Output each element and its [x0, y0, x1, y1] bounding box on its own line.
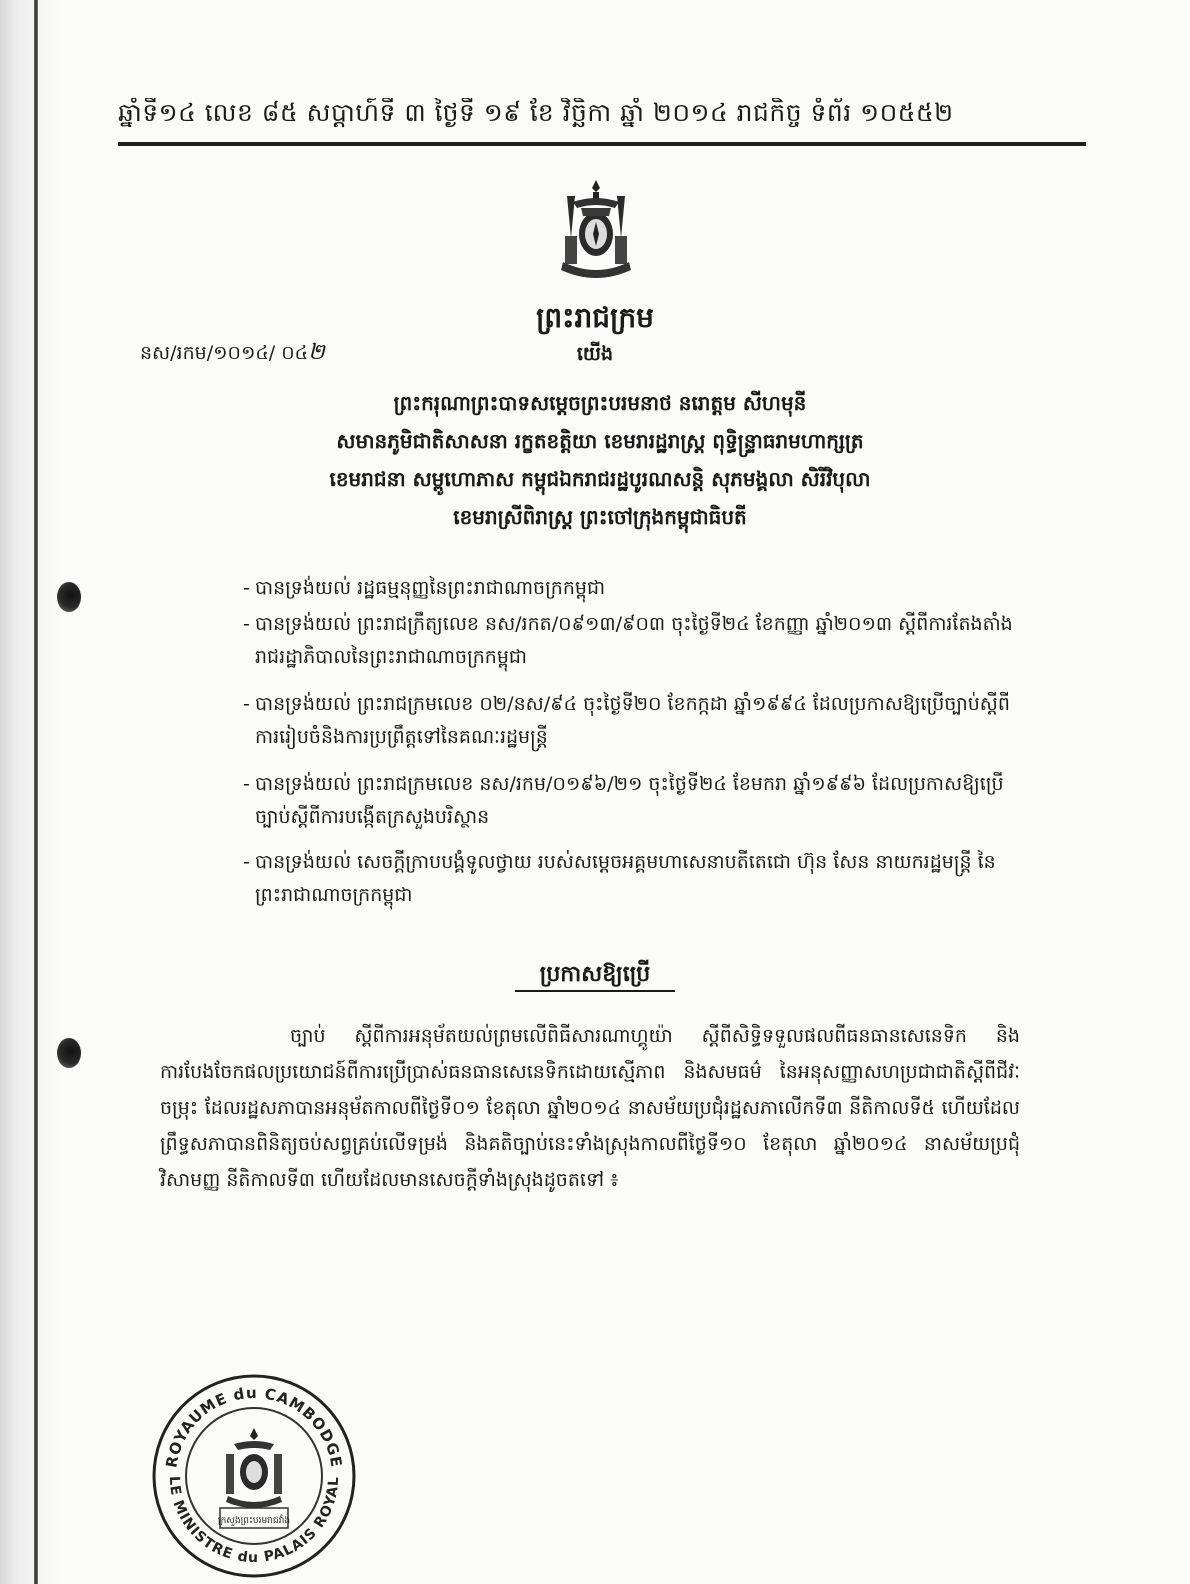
- binder-edge: [34, 0, 38, 1584]
- preamble-line: ខេមរាជនា សម្ពូហោភាស កម្ពុជឯករាជរដ្ឋបូរណសន្តិ សុភមង្គលា សិរីវិបុលា: [329, 467, 871, 491]
- visa-text: បានទ្រង់យល់ ព្រះរាជក្រមលេខ ០២/នស/៩៤ ចុះថ្ងៃទី២០ ខែកក្កដា ឆ្នាំ១៩៩៤ ដែលប្រកាសឱ្យប្រើច្បាប់ស្តីពីការរៀបចំនិងការប្រព្រឹត្តទៅនៃគណៈរដ្ឋមន្ត្រី: [255, 693, 1010, 748]
- preamble-line: ព្រះករុណាព្រះបាទសម្តេចព្រះបរមនាថ នរោត្តម សីហមុនី: [393, 391, 807, 415]
- seal-bottom-text: LE MINISTRE du PALAIS ROYAL: [165, 1475, 343, 1567]
- promulgation-body: ច្បាប់ ស្តីពីការអនុម័តយល់ព្រមលើពិធីសារណាហ្គូយ៉ា ស្តីពីសិទ្ធិទទួលផលពីធនធានសេនេទិក និងការបែងចែកផលប្រយោជន៍ពីការប្រើប្រាស់ធនធានសេនេទិកដោយស្មើភាព និងសមធម៌ នៃអនុសញ្ញាសហប្រជាជាតិស្តីពីជីវៈចម្រុះ ដែលរដ្ឋសភាបានអនុម័តកាលពីថ្ងៃទី០១ ខែតុលា ឆ្នាំ២០១៤ នាសម័យប្រជុំរដ្ឋសភាលើកទី៣ នីតិកាលទី៥ ហើយដែលព្រឹទ្ធសភាបានពិនិត្យចប់សព្វគ្រប់លើទម្រង់ និងគតិច្បាប់នេះទាំងស្រុងកាលពីថ្ងៃទី១០ ខែតុលា ឆ្នាំ២០១៤ នាសម័យប្រជុំវិសាមញ្ញ នីតិកាលទី៣ ហើយដែលមានសេចក្តីទាំងស្រុងដូចតទៅ ៖: [160, 1025, 1020, 1191]
- visa-item: - បានទ្រង់យល់ ព្រះរាជក្រឹត្យលេខ នស/រកត/០៩១៣/៩០៣ ចុះថ្ងៃទី២៤ ខែកញ្ញា ឆ្នាំ២០១៣ ស្តីពីការតែងតាំងរាជរដ្ឋាភិបាលនៃព្រះរាជាណាចក្រកម្ពុជា: [243, 613, 1013, 668]
- promulgation-title: ប្រកាសឱ្យប្រើ: [539, 962, 651, 987]
- seal-emblem: [226, 1428, 282, 1508]
- preamble-line: សមានភូមិជាតិសាសនា រក្ខតខត្តិយា ខេមរារដ្ឋរាស្ត្រ ពុទ្ធិន្ទ្រាធរាមហាក្សត្រ: [336, 429, 864, 453]
- seal-top-text: ROYAUME du CAMBODGE: [162, 1383, 346, 1470]
- visa-item: - បានទ្រង់យល់ សេចក្តីក្រាបបង្គំទូលថ្វាយ របស់សម្តេចអគ្គមហាសេនាបតីតេជោ ហ៊ុន សែន នាយករដ្ឋមន្ត្រី នៃព្រះរាជាណាចក្រកម្ពុជា: [243, 851, 996, 906]
- visa-text: បានទ្រង់យល់ សេចក្តីក្រាបបង្គំទូលថ្វាយ របស់សម្តេចអគ្គមហាសេនាបតីតេជោ ហ៊ុន សែន នាយករដ្ឋមន្ត្រី នៃព្រះរាជាណាចក្រកម្ពុជា: [255, 851, 996, 906]
- header-rule: [118, 142, 1086, 146]
- visa-text: បានទ្រង់យល់ ព្រះរាជក្រមលេខ នស/រកម/០១៩៦/២១ ចុះថ្ងៃទី២៤ ខែមករា ឆ្នាំ១៩៩៦ ដែលប្រកាសឱ្យប្រើច្បាប់ស្តីពីការបង្កើតក្រសួងបរិស្ថាន: [255, 773, 1004, 828]
- royal-emblem-icon: [553, 178, 639, 284]
- binder-shadow: [0, 0, 60, 1584]
- gazette-header: ឆ្នាំទី១៤ លេខ ៨៥ សប្តាហ៍ទី ៣ ថ្ងៃទី ១៩ ខែ វិច្ឆិកា ឆ្នាំ ២០១៤ រាជកិច្ច ទំព័រ ១០៥៥២: [118, 98, 954, 127]
- visa-item: - បានទ្រង់យល់ ព្រះរាជក្រមលេខ ០២/នស/៩៤ ចុះថ្ងៃទី២០ ខែកក្កដា ឆ្នាំ១៩៩៤ ដែលប្រកាសឱ្យប្រើច្បាប់ស្តីពីការរៀបចំនិងការប្រព្រឹត្តទៅនៃគណៈរដ្ឋមន្ត្រី: [243, 693, 1010, 748]
- decree-number-printed: នស/រកម/១០១៤/ ០៤: [140, 342, 309, 364]
- punch-hole: [57, 1038, 81, 1068]
- visa-item: - បានទ្រង់យល់ ព្រះរាជក្រមលេខ នស/រកម/០១៩៦/២១ ចុះថ្ងៃទី២៤ ខែមករា ឆ្នាំ១៩៩៦ ដែលប្រកាសឱ្យប្រើច្បាប់ស្តីពីការបង្កើតក្រសួងបរិស្ថាន: [243, 773, 1004, 828]
- visa-text: បានទ្រង់យល់ រដ្ឋធម្មនុញ្ញនៃព្រះរាជាណាចក្រកម្ពុជា: [255, 577, 606, 599]
- seal-inner-text: ក្រសួងព្រះបរមរាជវាំង: [217, 1516, 291, 1526]
- promulgation-underline: [515, 990, 675, 992]
- visa-item: - បានទ្រង់យល់ រដ្ឋធម្មនុញ្ញនៃព្រះរាជាណាចក្រកម្ពុជា: [243, 577, 606, 599]
- decree-number-handwritten: ២: [308, 340, 325, 365]
- punch-hole: [57, 582, 81, 612]
- royal-palace-seal-icon: [148, 1358, 360, 1584]
- decree-title: ព្រះរាជក្រម: [536, 301, 654, 334]
- decree-we: យើង: [576, 343, 614, 365]
- visa-text: បានទ្រង់យល់ ព្រះរាជក្រឹត្យលេខ នស/រកត/០៩១៣/៩០៣ ចុះថ្ងៃទី២៤ ខែកញ្ញា ឆ្នាំ២០១៣ ស្តីពីការតែងតាំងរាជរដ្ឋាភិបាលនៃព្រះរាជាណាចក្រកម្ពុជា: [255, 613, 1013, 668]
- preamble-line: ខេមរាស្រីពិរាស្ត្រ ព្រះចៅក្រុងកម្ពុជាធិបតី: [453, 505, 747, 529]
